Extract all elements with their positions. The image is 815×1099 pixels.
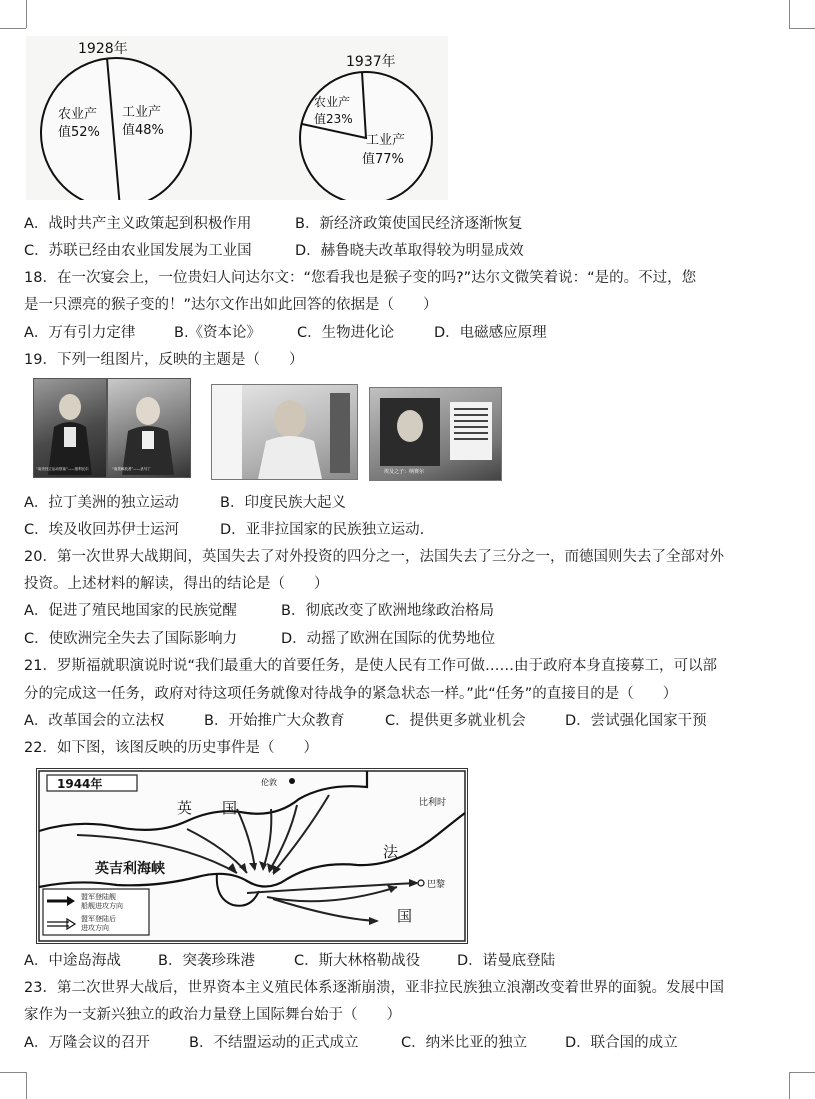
legend-label-2a: 盟军登陆后 [81,915,116,923]
pie-1937-slice-label-ind-2: 值77% [362,152,404,167]
map-label-channel: 英吉利海峡 [95,861,165,877]
crop-mark-bottom-left-v [26,1072,27,1099]
legend-label-2b: 进攻方向 [81,924,109,932]
q18-option-c[interactable]: C．生物进化论 [297,325,395,341]
q23-option-c[interactable]: C．纳米比亚的独立 [401,1035,528,1051]
q23-option-d[interactable]: D．联合国的成立 [565,1035,678,1051]
q21-option-a[interactable]: A．改革国会的立法权 [24,713,165,729]
crop-mark-top-left-v [26,0,27,28]
q20-stem-line-1: 20．第一次世界大战期间，英国失去了对外投资的四分之一，法国失去了三分之一，而德国则失去了全部对外 [24,549,724,565]
q21-option-c[interactable]: C．提供更多就业机会 [385,713,526,729]
crop-mark-bottom-right-v [789,1072,790,1099]
q23-option-a[interactable]: A．万隆会议的召开 [24,1035,150,1051]
q22-option-b[interactable]: B．突袭珍珠港 [158,953,255,969]
q21-stem-line-2: 分的完成这一任务，政府对待这项任务就像对待战争的紧急状态一样。”此“任务”的直接目的是（ ） [24,686,678,702]
q18-option-a[interactable]: A．万有引力定律 [24,325,136,341]
legend-label-1b: 船舰进攻方向 [81,902,123,910]
map-label-london: 伦敦 [261,778,277,787]
q20-option-d[interactable]: D．动摇了欧洲在国际的优势地位 [281,631,496,647]
photo-san-martin-caption: “南美解放者”——圣马丁 [112,467,151,471]
map-label-belgium: 比利时 [419,798,447,808]
crop-mark-top-right-v [789,0,790,28]
crop-mark-top-left-h [0,28,26,29]
pie-1937-slice-label-agri-1: 农业产 [314,95,351,109]
q19-option-a[interactable]: A．拉丁美洲的独立运动 [24,495,179,511]
portrait-figure-icon [34,379,106,477]
pie-chart-figure [26,36,448,200]
q19-option-c[interactable]: C．埃及收回苏伊士运河 [24,522,180,538]
q18-stem-line-2: 是一只漂亮的猴子变的！”达尔文作出如此回答的依据是（ ） [24,297,438,313]
q17-option-c[interactable]: C．苏联已经由农业国发展为工业国 [24,243,252,259]
portrait-figure-icon [370,388,501,480]
photo-bolivar [33,378,107,478]
q22-option-d[interactable]: D．诺曼底登陆 [457,953,556,969]
photo-bolivar-caption: “南美独立运动领袖”——玻利瓦尔 [36,467,89,471]
photo-san-martin [107,378,191,478]
normandy-map-svg [37,769,467,943]
pie-charts-svg [26,36,448,200]
pie-1928-slice-label-agri-1: 农业产 [58,107,98,122]
q20-option-b[interactable]: B．彻底改变了欧洲地缘政治格局 [281,603,494,619]
q18-option-d[interactable]: D．电磁感应原理 [434,325,547,341]
q23-stem-line-2: 家作为一支新兴独立的政治力量登上国际舞台始于（ ） [24,1007,401,1023]
portrait-figure-icon [108,379,190,477]
legend-label-1a: 盟军登陆舰 [81,893,116,901]
map-label-france-2: 国 [397,907,413,925]
map-label-paris: 巴黎 [427,880,446,890]
pie-1928-slice-label-ind-1: 工业产 [122,105,162,120]
q20-stem-line-2: 投资。上述材料的解读，得出的结论是（ ） [24,576,329,592]
q22-option-c[interactable]: C．斯大林格勒战役 [294,953,421,969]
map-label-england: 英 国 [177,799,238,817]
map-label-france-1: 法 [383,843,399,861]
q20-option-c[interactable]: C．使欧洲完全失去了国际影响力 [24,631,238,647]
normandy-map [36,768,468,944]
photo-nasser-caption: 埃及之子：纳赛尔 [384,469,425,475]
q18-stem-line-1: 18．在一次宴会上，一位贵妇人问达尔文：“您看我也是猴子变的吗?”达尔文微笑着说：“是的。不过，您 [24,270,697,286]
q17-option-a[interactable]: A．战时共产主义政策起到积极作用 [24,216,252,232]
q19-option-d[interactable]: D．亚非拉国家的民族独立运动. [220,522,425,538]
q18-option-b[interactable]: B.《资本论》 [174,325,262,341]
photo-gandhi [211,384,358,480]
pie-1937-slice-label-agri-2: 值23% [314,112,353,126]
q23-stem-line-1: 23．第二次世界大战后，世界资本主义殖民体系逐渐崩溃，亚非拉民族独立浪潮改变着世界的面貌。发展中国 [24,980,724,996]
q21-stem-line-1: 21．罗斯福就职演说时说“我们最重大的首要任务，是使人民有工作可做……由于政府本身直接募工，可以部 [24,658,717,674]
q21-option-b[interactable]: B．开始推广大众教育 [204,713,345,729]
crop-mark-bottom-right-h [789,1072,815,1073]
crop-mark-top-right-h [789,28,815,29]
photo-nasser [369,387,502,481]
q17-option-b[interactable]: B．新经济政策使国民经济逐渐恢复 [295,216,523,232]
pie-1928-slice-label-agri-2: 值52% [58,125,100,140]
q22-option-a[interactable]: A．中途岛海战 [24,953,121,969]
crop-mark-bottom-left-h [0,1072,26,1073]
portrait-figure-icon [212,385,357,479]
pie-1928-slice-label-ind-2: 值48% [122,123,164,138]
london-marker-icon [289,778,295,784]
pie-1928-title: 1928年 [78,41,128,57]
q21-option-d[interactable]: D．尝试强化国家干预 [565,713,707,729]
q19-stem: 19．下列一组图片，反映的主题是（ ） [24,352,304,368]
pie-1937-title: 1937年 [346,54,396,70]
map-year-label: 1944年 [57,777,103,791]
q17-option-d[interactable]: D．赫鲁晓夫改革取得较为明显成效 [295,243,524,259]
q23-option-b[interactable]: B．不结盟运动的正式成立 [189,1035,359,1051]
q22-stem: 22．如下图，该图反映的历史事件是（ ） [24,740,318,756]
q19-option-b[interactable]: B．印度民族大起义 [220,495,346,511]
pie-1937-slice-label-ind-1: 工业产 [366,133,406,148]
q20-option-a[interactable]: A．促进了殖民地国家的民族觉醒 [24,603,237,619]
